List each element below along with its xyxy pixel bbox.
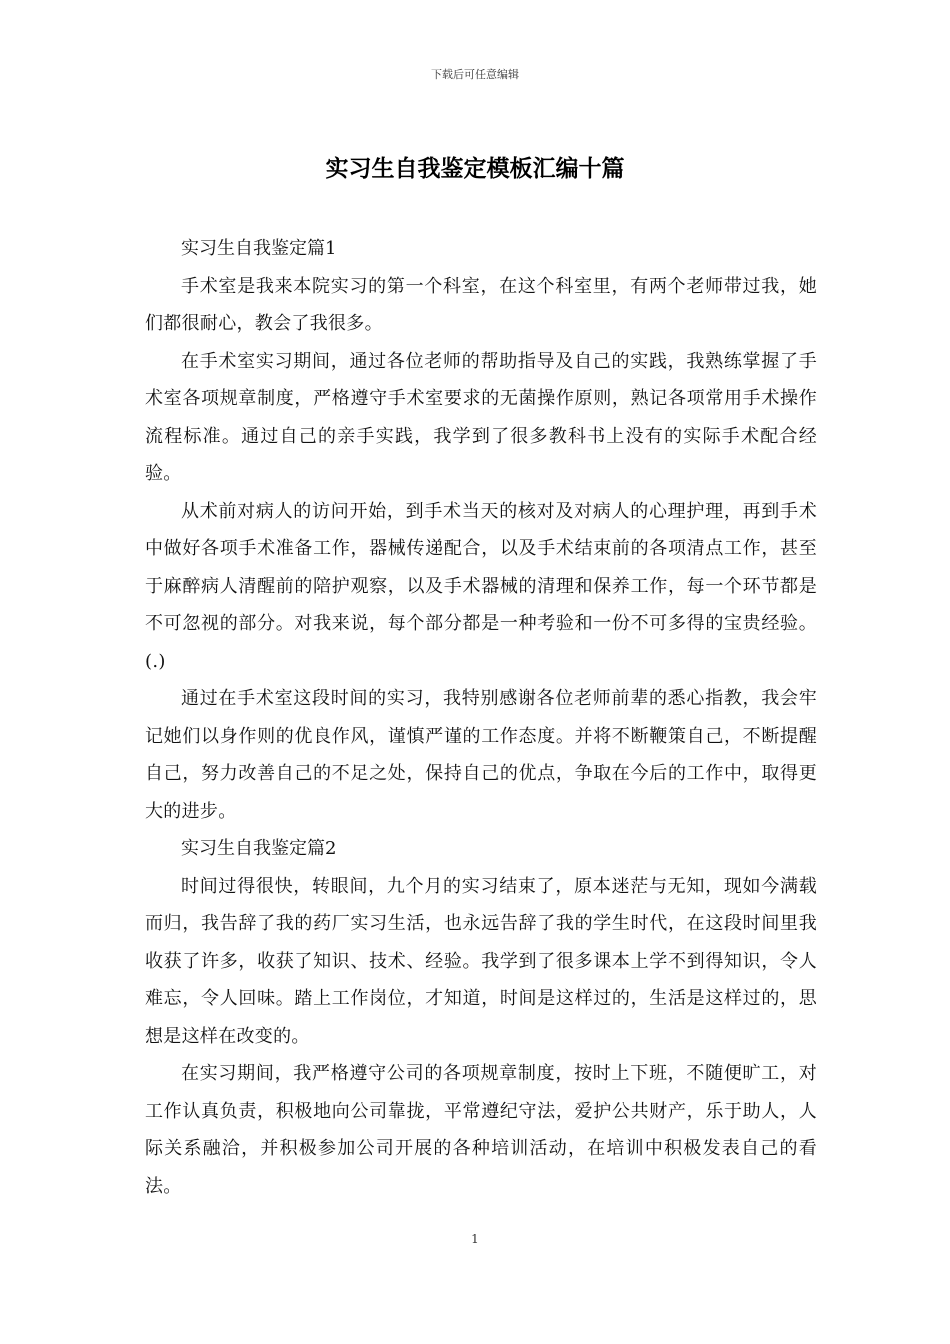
paragraph: 手术室是我来本院实习的第一个科室，在这个科室里，有两个老师带过我，她们都很耐心，教会了我很多。 bbox=[145, 275, 817, 334]
section-heading: 实习生自我鉴定篇2 bbox=[181, 838, 337, 859]
paragraph: 在实习期间，我严格遵守公司的各项规章制度，按时上下班，不随便旷工，对工作认真负责，积极地向公司靠拢，平常遵纪守法，爱护公共财产，乐于助人，人际关系融洽，并积极参加公司开展的各种培训活动，在培训中积极发表自己的看法。 bbox=[145, 1063, 817, 1197]
paragraph: 在手术室实习期间，通过各位老师的帮助指导及自己的实践，我熟练掌握了手术室各项规章制度，严格遵守手术室要求的无菌操作原则，熟记各项常用手术操作流程标准。通过自己的亲手实践，我学到了很多教科书上没有的实际手术配合经验。 bbox=[145, 350, 817, 484]
paragraph: 通过在手术室这段时间的实习，我特别感谢各位老师前辈的悉心指教，我会牢记她们以身作则的优良作风，谨慎严谨的工作态度。并将不断鞭策自己，不断提醒自己，努力改善自己的不足之处，保持自己的优点，争取在今后的工作中，取得更大的进步。 bbox=[145, 688, 817, 822]
paragraph: 从术前对病人的访问开始，到手术当天的核对及对病人的心理护理，再到手术中做好各项手术准备工作，器械传递配合，以及手术结束前的各项清点工作，甚至于麻醉病人清醒前的陪护观察，以及手术器械的清理和保养工作，每一个环节都是不可忽视的部分。对我来说，每个部分都是一种考验和一份不可多得的宝贵经验。(.) bbox=[145, 500, 817, 672]
section-heading: 实习生自我鉴定篇1 bbox=[181, 238, 337, 259]
page-title: 实习生自我鉴定模板汇编十篇 bbox=[325, 155, 625, 182]
document-body bbox=[145, 230, 817, 1205]
header-note: 下载后可任意编辑 bbox=[431, 68, 519, 81]
paragraph: 时间过得很快，转眼间，九个月的实习结束了，原本迷茫与无知，现如今满载而归，我告辞了我的药厂实习生活，也永远告辞了我的学生时代，在这段时间里我收获了许多，收获了知识、技术、经验。我学到了很多课本上学不到得知识，令人难忘，令人回味。踏上工作岗位，才知道，时间是这样过的，生活是这样过的，思想是这样在改变的。 bbox=[145, 875, 817, 1047]
page-number: 1 bbox=[471, 1232, 479, 1246]
